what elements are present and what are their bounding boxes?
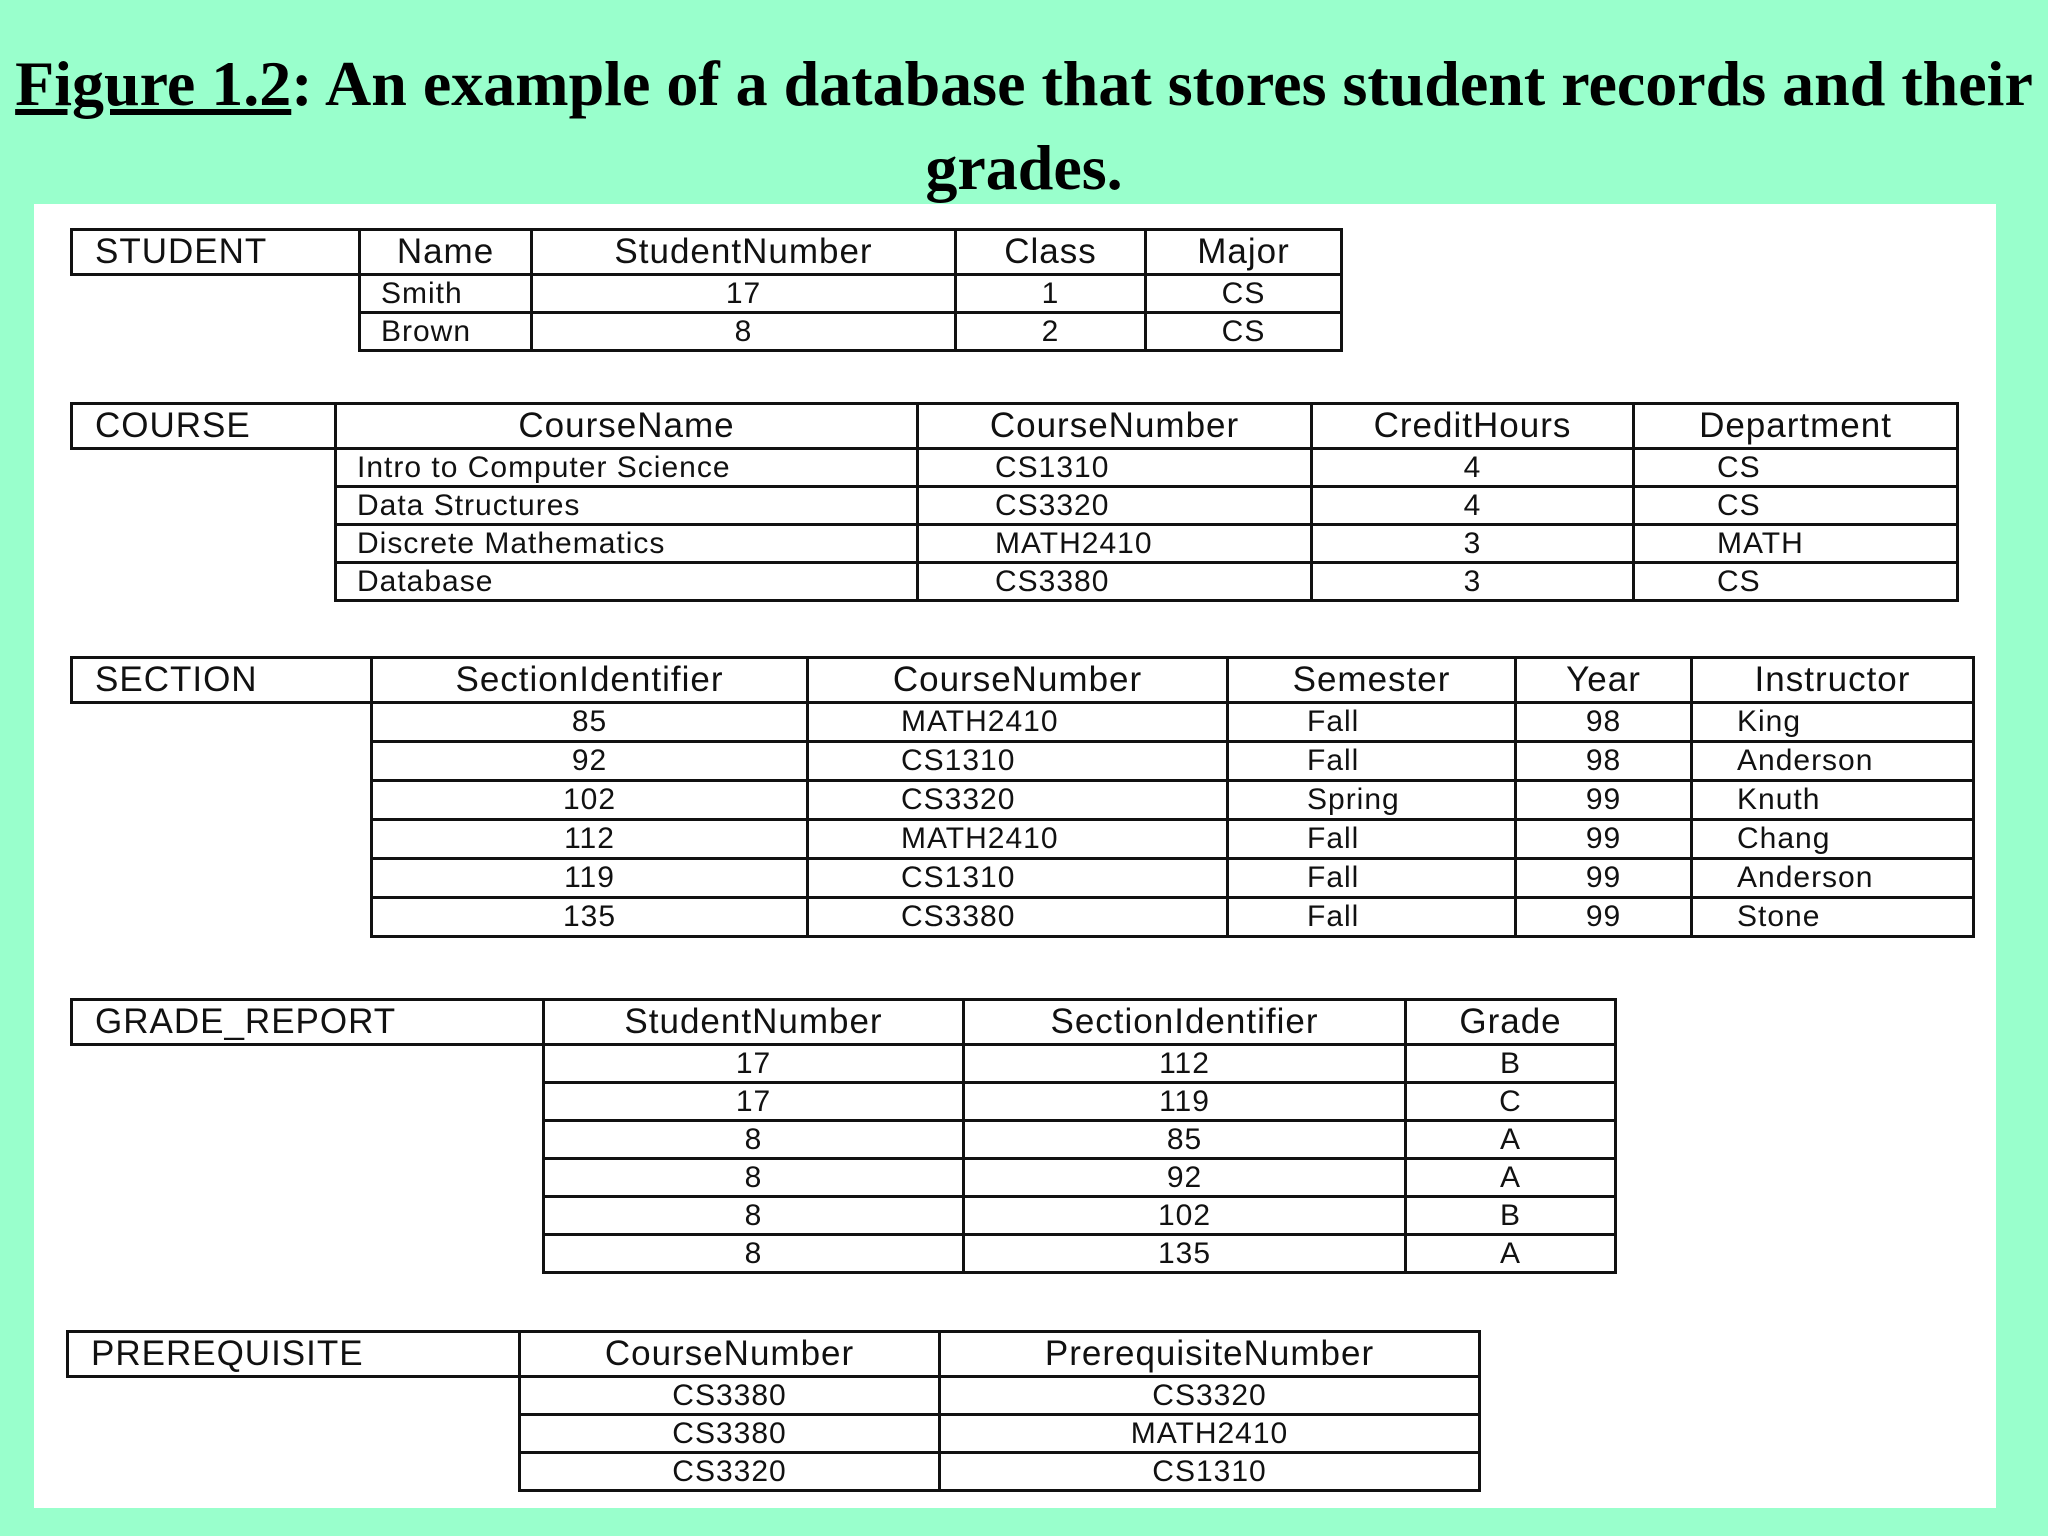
column-header: Department	[1634, 404, 1958, 449]
table-cell: CS1310	[808, 859, 1228, 898]
student-relation	[70, 228, 1343, 352]
table-cell: 8	[544, 1235, 964, 1273]
table-cell: MATH2410	[940, 1415, 1480, 1453]
grade-report-relation	[70, 998, 1617, 1274]
section-table	[70, 656, 1975, 938]
table-cell: CS3320	[940, 1377, 1480, 1415]
table-cell: 17	[532, 275, 956, 313]
table-cell: 4	[1312, 449, 1634, 487]
course-header-row	[72, 404, 1958, 449]
relation-name: SECTION	[72, 658, 372, 703]
table-row	[72, 487, 1958, 525]
table-cell: 4	[1312, 487, 1634, 525]
column-header: CourseNumber	[808, 658, 1228, 703]
table-cell: 8	[544, 1159, 964, 1197]
table-cell: Chang	[1692, 820, 1974, 859]
table-cell: 17	[544, 1083, 964, 1121]
table-cell: 135	[964, 1235, 1406, 1273]
table-cell: King	[1692, 703, 1974, 742]
table-cell: CS3320	[918, 487, 1312, 525]
column-header: CourseName	[336, 404, 918, 449]
table-cell: CS3380	[918, 563, 1312, 601]
table-cell: Discrete Mathematics	[336, 525, 918, 563]
table-cell: MATH2410	[808, 703, 1228, 742]
table-cell: 8	[544, 1121, 964, 1159]
table-cell: CS3320	[520, 1453, 940, 1491]
table-cell: CS	[1146, 275, 1342, 313]
table-cell: 3	[1312, 563, 1634, 601]
table-row	[72, 898, 1974, 937]
table-row	[72, 781, 1974, 820]
relation-name: COURSE	[72, 404, 336, 449]
column-header: CreditHours	[1312, 404, 1634, 449]
table-cell: CS1310	[808, 742, 1228, 781]
table-cell: Fall	[1228, 703, 1516, 742]
table-cell: 98	[1516, 703, 1692, 742]
table-cell: CS	[1634, 449, 1958, 487]
table-cell: 119	[964, 1083, 1406, 1121]
table-cell: A	[1406, 1121, 1616, 1159]
table-cell: A	[1406, 1159, 1616, 1197]
table-cell: CS	[1634, 563, 1958, 601]
relation-name: GRADE_REPORT	[72, 1000, 544, 1045]
column-header: Instructor	[1692, 658, 1974, 703]
table-cell: 102	[372, 781, 808, 820]
table-cell: 119	[372, 859, 808, 898]
column-header: SectionIdentifier	[964, 1000, 1406, 1045]
table-cell: A	[1406, 1235, 1616, 1273]
column-header: Semester	[1228, 658, 1516, 703]
table-cell: 3	[1312, 525, 1634, 563]
table-cell: CS1310	[918, 449, 1312, 487]
table-cell: 8	[544, 1197, 964, 1235]
table-cell: Data Structures	[336, 487, 918, 525]
column-header: Year	[1516, 658, 1692, 703]
table-row	[72, 275, 1342, 313]
prerequisite-header-row	[68, 1332, 1480, 1377]
figure-caption: : An example of a database that stores student records and their grades.	[291, 48, 2033, 203]
table-row	[72, 859, 1974, 898]
table-cell: 98	[1516, 742, 1692, 781]
content-panel	[34, 204, 1996, 1508]
table-cell: 99	[1516, 781, 1692, 820]
grade-report-header-row	[72, 1000, 1616, 1045]
table-row	[72, 1197, 1616, 1235]
table-cell: 112	[372, 820, 808, 859]
table-row	[72, 1045, 1616, 1083]
table-cell: 135	[372, 898, 808, 937]
table-row	[72, 449, 1958, 487]
table-row	[68, 1415, 1480, 1453]
table-row	[72, 820, 1974, 859]
table-row	[72, 1083, 1616, 1121]
table-cell: B	[1406, 1045, 1616, 1083]
course-table	[70, 402, 1959, 602]
table-row	[72, 313, 1342, 351]
table-row	[72, 1159, 1616, 1197]
student-table	[70, 228, 1343, 352]
table-cell: 99	[1516, 820, 1692, 859]
table-cell: CS	[1634, 487, 1958, 525]
column-header: Name	[360, 230, 532, 275]
table-row	[72, 1121, 1616, 1159]
table-cell: C	[1406, 1083, 1616, 1121]
table-cell: 85	[964, 1121, 1406, 1159]
table-cell: 92	[372, 742, 808, 781]
column-header: SectionIdentifier	[372, 658, 808, 703]
table-cell: 112	[964, 1045, 1406, 1083]
table-row	[72, 1235, 1616, 1273]
table-row	[68, 1453, 1480, 1491]
column-header: StudentNumber	[532, 230, 956, 275]
table-cell: 85	[372, 703, 808, 742]
table-cell: CS1310	[940, 1453, 1480, 1491]
relation-name: PREREQUISITE	[68, 1332, 520, 1377]
table-cell: Intro to Computer Science	[336, 449, 918, 487]
figure-label: Figure 1.2	[15, 48, 292, 119]
column-header: Grade	[1406, 1000, 1616, 1045]
table-cell: CS3380	[808, 898, 1228, 937]
column-header: Major	[1146, 230, 1342, 275]
table-row	[72, 742, 1974, 781]
table-cell: 99	[1516, 859, 1692, 898]
table-cell: Database	[336, 563, 918, 601]
table-cell: Brown	[360, 313, 532, 351]
table-cell: Knuth	[1692, 781, 1974, 820]
prerequisite-relation	[66, 1330, 1481, 1492]
table-row	[72, 563, 1958, 601]
table-cell: 17	[544, 1045, 964, 1083]
grade-report-table	[70, 998, 1617, 1274]
table-cell: Fall	[1228, 820, 1516, 859]
table-cell: MATH2410	[808, 820, 1228, 859]
table-cell: Fall	[1228, 742, 1516, 781]
course-relation	[70, 402, 1959, 602]
table-cell: 102	[964, 1197, 1406, 1235]
table-cell: Spring	[1228, 781, 1516, 820]
table-cell: Stone	[1692, 898, 1974, 937]
table-cell: MATH	[1634, 525, 1958, 563]
column-header: Class	[956, 230, 1146, 275]
table-cell: 8	[532, 313, 956, 351]
prerequisite-table	[66, 1330, 1481, 1492]
table-cell: CS	[1146, 313, 1342, 351]
column-header: CourseNumber	[918, 404, 1312, 449]
student-header-row	[72, 230, 1342, 275]
table-cell: B	[1406, 1197, 1616, 1235]
table-cell: 1	[956, 275, 1146, 313]
table-cell: Anderson	[1692, 742, 1974, 781]
section-header-row	[72, 658, 1974, 703]
table-cell: 92	[964, 1159, 1406, 1197]
table-cell: CS3380	[520, 1377, 940, 1415]
column-header: StudentNumber	[544, 1000, 964, 1045]
section-relation	[70, 656, 1975, 938]
table-cell: Anderson	[1692, 859, 1974, 898]
relation-name: STUDENT	[72, 230, 360, 275]
table-cell: CS3380	[520, 1415, 940, 1453]
table-cell: Fall	[1228, 859, 1516, 898]
column-header: CourseNumber	[520, 1332, 940, 1377]
table-cell: CS3320	[808, 781, 1228, 820]
table-row	[72, 525, 1958, 563]
table-cell: Smith	[360, 275, 532, 313]
table-cell: Fall	[1228, 898, 1516, 937]
table-cell: MATH2410	[918, 525, 1312, 563]
table-row	[72, 703, 1974, 742]
figure-title	[0, 42, 2048, 210]
table-cell: 2	[956, 313, 1146, 351]
column-header: PrerequisiteNumber	[940, 1332, 1480, 1377]
table-row	[68, 1377, 1480, 1415]
table-cell: 99	[1516, 898, 1692, 937]
